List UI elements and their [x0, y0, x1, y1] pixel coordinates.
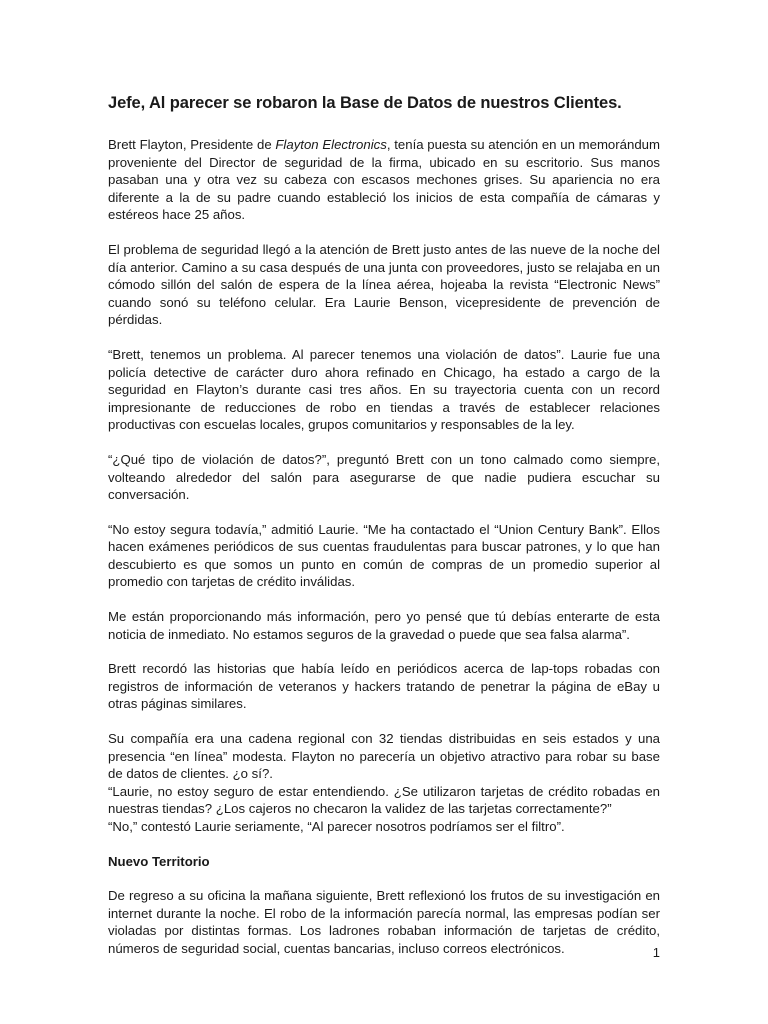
paragraph-9: “Laurie, no estoy seguro de estar entendiendo. ¿Se utilizaron tarjetas de crédito robadas en nuestras tiendas? ¿Los cajeros no checaron la validez de las tarjetas correctamente?” [108, 783, 660, 817]
final-paragraph: De regreso a su oficina la mañana siguiente, Brett reflexionó los frutos de su investigación en internet durante la noche. El robo de la información parecía normal, las empresas podían ser violadas por distintas formas. Los ladrones robaban información de tarjetas de crédito, números de seguridad social, cuentas bancarias, incluso correos electrónicos. [108, 888, 660, 956]
document-title: Jefe, Al parecer se robaron la Base de Datos de nuestros Clientes. [108, 94, 622, 112]
section-heading: Nuevo Territorio [108, 853, 210, 869]
paragraph-4: “¿Qué tipo de violación de datos?”, preguntó Brett con un tono calmado como siempre, volteando alrededor del salón para asegurarse de que nadie pudiera escuchar su conversación. [108, 451, 660, 503]
paragraph-7: Brett recordó las historias que había leído en periódicos acerca de lap-tops robadas con registros de información de veteranos y hackers tratando de penetrar la página de eBay u otras páginas similares. [108, 661, 660, 712]
paragraph-10: “No,” contestó Laurie seriamente, “Al parecer nosotros podríamos ser el filtro”. [108, 819, 565, 834]
company-name: Flayton Electronics [275, 137, 387, 152]
paragraph-2: El problema de seguridad llegó a la atención de Brett justo antes de las nueve de la noche del día anterior. Camino a su casa después de una junta con proveedores, justo se relajaba en un cómodo sillón del salón de espera de la línea aérea, hojeaba la revista “Electronic News” cuando sonó su teléfono celular. Era Laurie Benson, vicepresidente de prevención de pérdidas. [108, 241, 660, 328]
paragraph-1-before: Brett Flayton, Presidente de [108, 137, 276, 152]
paragraph-8: Su compañía era una cadena regional con 32 tiendas distribuidas en seis estados y una presencia “en línea” modesta. Flayton no parecería un objetivo atractivo para robar su base de datos de clientes. ¿o sí?. [108, 731, 660, 782]
paragraph-1-after: , tenía puesta su atención en un memorándum proveniente del Director de seguridad de la firma, ubicado en su escritorio. Sus manos pasaban una y otra vez su cabeza con escasos mechones grises. Su apariencia no era diferente a la de su padre cuando estableció los inicios de esta compañía de cámaras y estéreos hace 25 años. [108, 137, 660, 223]
paragraph-3: “Brett, tenemos un problema. Al parecer tenemos una violación de datos”. Laurie fue una policía detective de carácter duro ahora refinado en Chicago, ha estado a cargo de la seguridad en Flayton’s durante casi tres años. En su trayectoria cuenta con un record impresionante de reducciones de robo en tiendas a través de establecer relaciones productivas con escuelas locales, grupos comunitarios y responsables de la ley. [108, 346, 660, 433]
paragraph-1 [108, 136, 660, 224]
page-number: 1 [652, 945, 660, 960]
paragraph-5: “No estoy segura todavía,” admitió Laurie. “Me ha contactado el “Union Century Bank”. Ellos hacen exámenes periódicos de sus cuentas fraudulentas para buscar patrones, y lo que han descubierto es que somos un punto en común de compras de un promedio superior al promedio con tarjetas de crédito inválidas. [108, 521, 660, 590]
paragraph-6: Me están proporcionando más información, pero yo pensé que tú debías enterarte de esta noticia de inmediato. No estamos seguros de la gravedad o puede que sea falsa alarma”. [108, 609, 660, 642]
